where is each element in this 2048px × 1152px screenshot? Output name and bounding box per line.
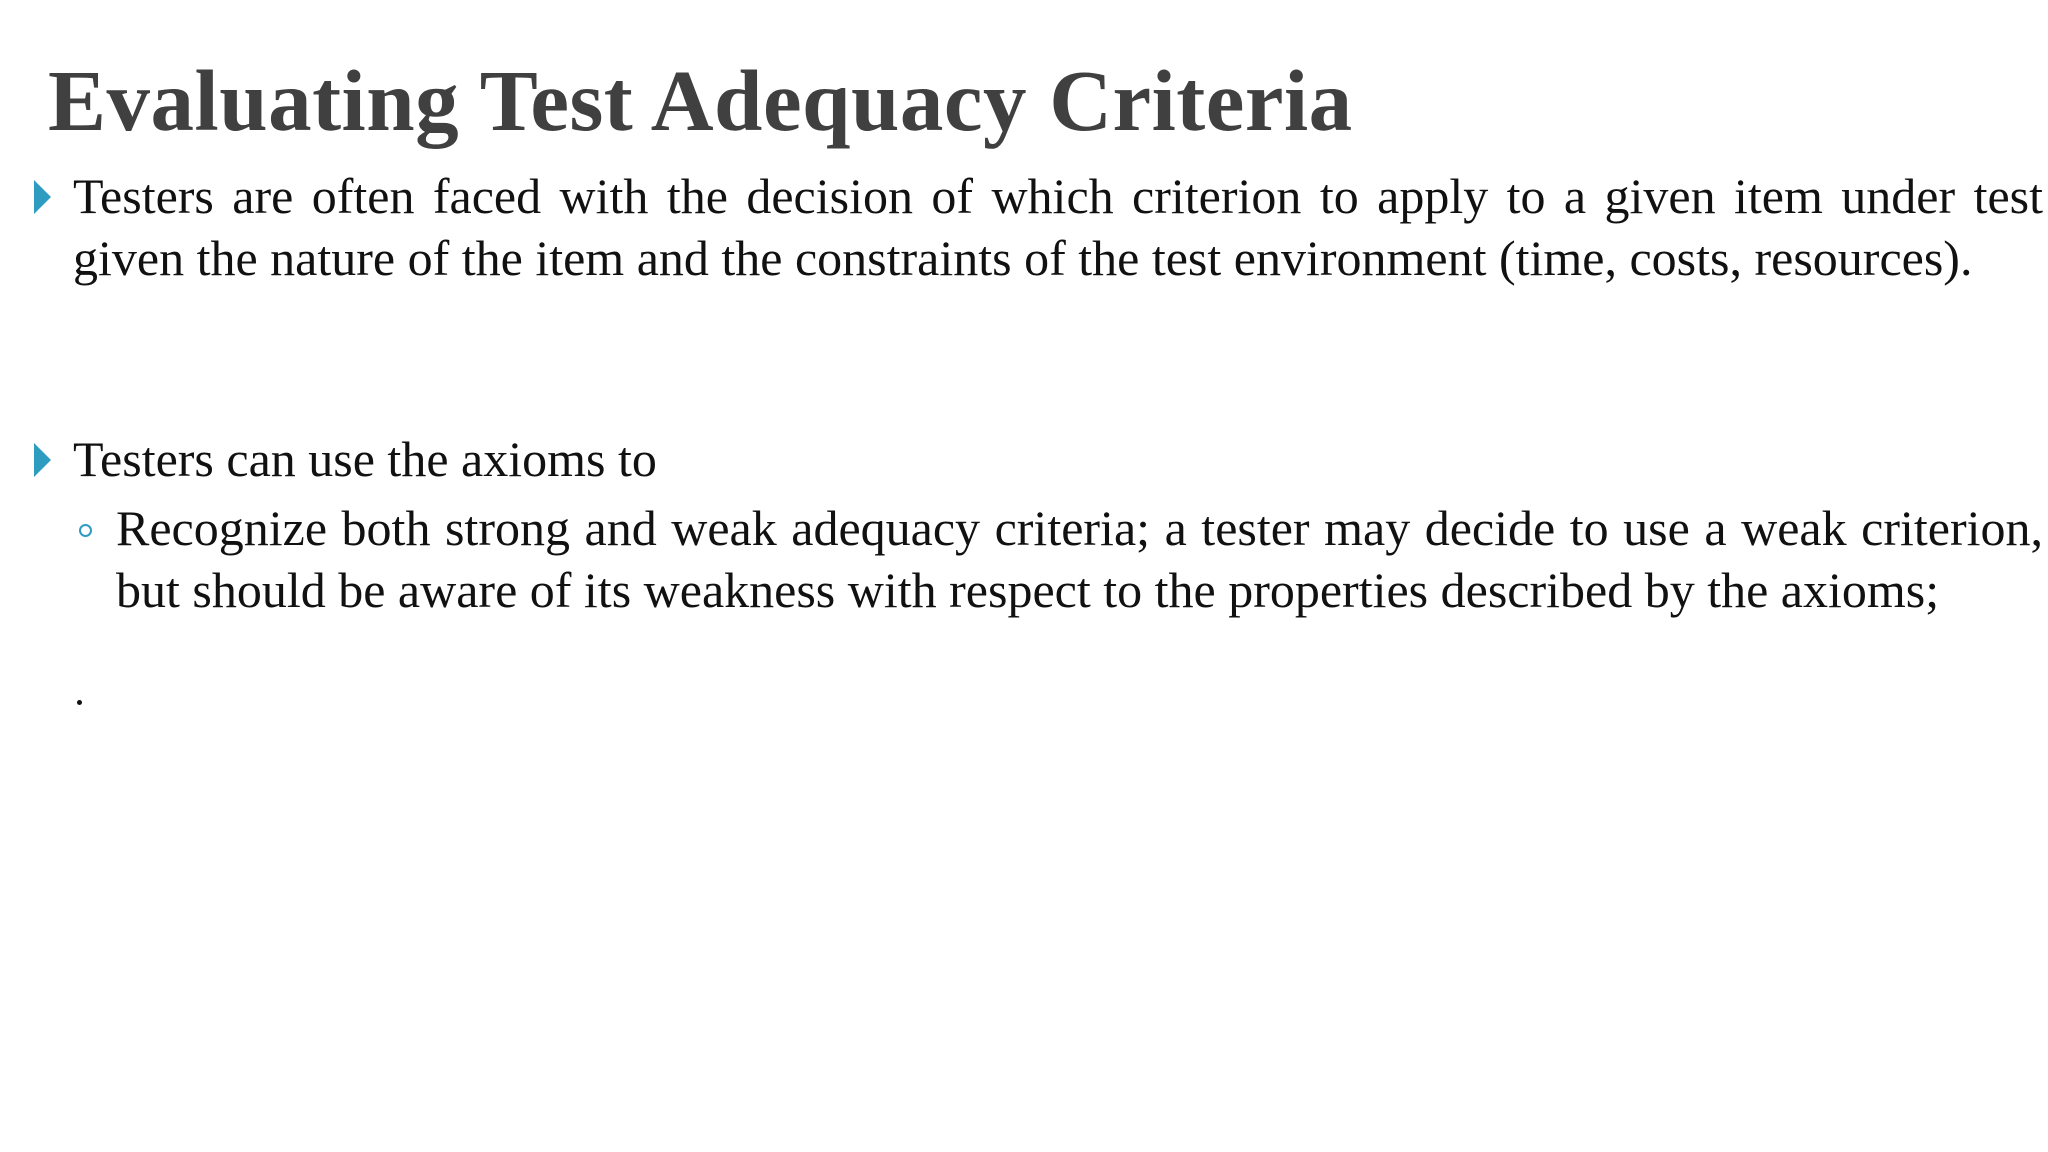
bullet-axioms-text: Testers can use the axioms to: [73, 431, 657, 487]
sub-bullet-recognize-text: Recognize both strong and weak adequacy criteria; a tester may decide to use a weak criterion, but should be aware of its weakness with respect to the properties described by the axioms;: [116, 500, 2043, 618]
triangle-bullet-icon: [34, 180, 51, 214]
ring-bullet-icon: [79, 524, 92, 537]
bullet-decision-text: Testers are often faced with the decision of which criterion to apply to a given item under test given the nature of the item and the constraints of the test environment (time, costs, resources).: [73, 168, 2043, 286]
slide-title: Evaluating Test Adequacy Criteria: [48, 52, 1353, 149]
dot-bullet-icon: [77, 700, 82, 705]
triangle-bullet-icon: [34, 443, 51, 477]
